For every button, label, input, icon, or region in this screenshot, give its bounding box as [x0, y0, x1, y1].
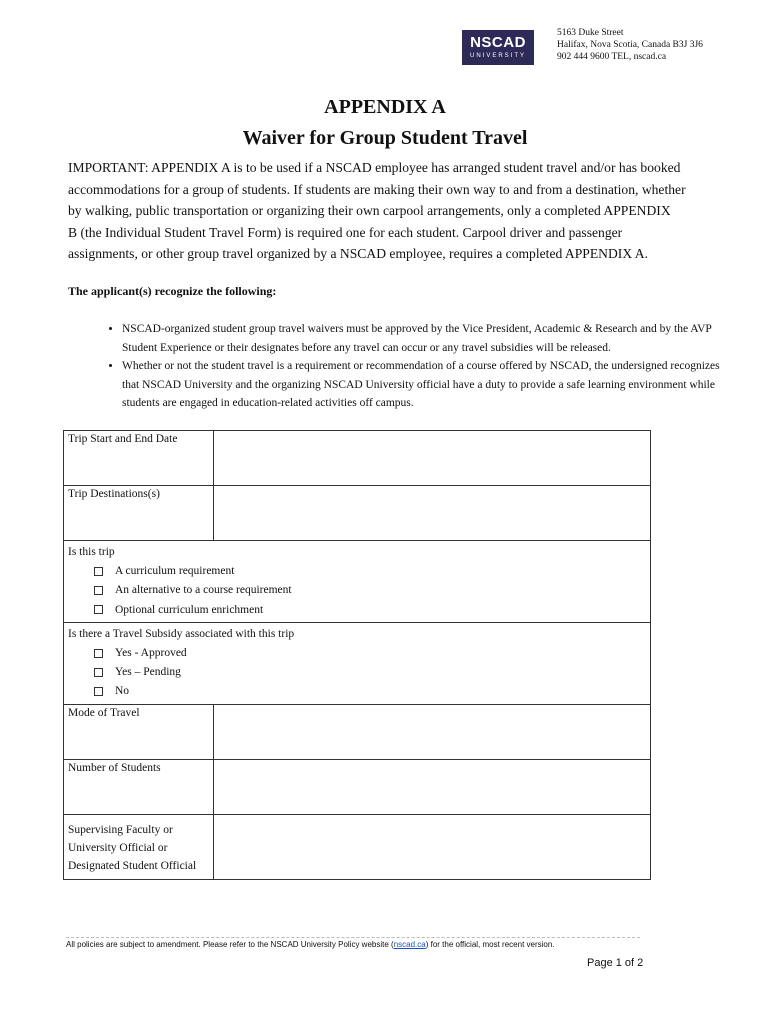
option-label: Yes - Approved — [115, 646, 187, 659]
subsidy-section — [64, 622, 651, 704]
intro-line-1: IMPORTANT: APPENDIX A is to be used if a NSCAD employee has arranged student travel and/or has booked — [68, 160, 681, 175]
address-line-2: Halifax, Nova Scotia, Canada B3J 3J6 — [557, 40, 703, 50]
checkbox-icon[interactable] — [94, 605, 103, 614]
option-label: An alternative to a course requirement — [115, 584, 292, 597]
subsidy-option-pending[interactable] — [94, 663, 646, 682]
supervising-label — [64, 814, 214, 879]
intro-line-4: B (the Individual Student Travel Form) is required one for each student. Carpool driver and passenger — [68, 224, 623, 240]
option-label: Yes – Pending — [115, 666, 181, 679]
trip-dates-field[interactable] — [214, 431, 651, 486]
subsidy-option-approved[interactable] — [94, 644, 646, 663]
trip-dates-label: Trip Start and End Date — [64, 431, 214, 486]
checkbox-icon[interactable] — [94, 567, 103, 576]
page-number: Page 1 of 2 — [587, 957, 644, 969]
mode-of-travel-label: Mode of Travel — [64, 704, 214, 759]
address-block — [557, 27, 703, 63]
number-of-students-label: Number of Students — [64, 759, 214, 814]
intro-line-3: by walking, public transportation or organizing their own carpool arrangements, only a completed APPENDIX — [68, 203, 671, 218]
nscad-logo — [462, 30, 534, 65]
waiver-title: Waiver for Group Student Travel — [242, 127, 528, 149]
checkbox-icon[interactable] — [94, 649, 103, 658]
list-item: • NSCAD-organized student group travel waivers must be approved by the Vice President, Academic & Research and by the AVP Student Experience or their designates before any travel can occur or any travel subsidies will be released. — [122, 320, 727, 357]
trip-destinations-field[interactable] — [214, 486, 651, 541]
footer-note — [66, 940, 555, 949]
checkbox-icon[interactable] — [94, 586, 103, 595]
checkbox-icon[interactable] — [94, 687, 103, 696]
travel-form-table — [63, 430, 651, 880]
logo-wordmark: NSCAD — [470, 34, 526, 51]
footer-divider — [66, 937, 640, 938]
address-line-1: 5163 Duke Street — [557, 28, 624, 38]
mode-of-travel-field[interactable] — [214, 704, 651, 759]
trip-option-alternative[interactable] — [94, 581, 646, 600]
supervising-label-line-2: University Official or — [68, 841, 168, 854]
trip-option-enrichment[interactable] — [94, 601, 646, 620]
appendix-title: APPENDIX A — [324, 96, 446, 118]
number-of-students-field[interactable] — [214, 759, 651, 814]
intro-paragraph — [68, 157, 708, 265]
list-item: • Whether or not the student travel is a requirement or recommendation of a course offered by NSCAD, the undersigned recognizes that NSCAD University and the organizing NSCAD University official have a duty to provide a safe learning environment while students are engaged in education-related activities off campus. — [122, 357, 727, 413]
trip-type-question: Is this trip — [68, 546, 115, 558]
logo-subtitle: UNIVERSITY — [469, 53, 526, 59]
option-label: Optional curriculum enrichment — [115, 603, 264, 616]
trip-destinations-label: Trip Destinations(s) — [64, 486, 214, 541]
footer-text-after: ) for the official, most recent version. — [425, 940, 555, 949]
supervising-field[interactable] — [214, 814, 651, 879]
subsidy-option-no[interactable] — [94, 682, 646, 701]
checkbox-icon[interactable] — [94, 668, 103, 677]
intro-line-5: assignments, or other group travel organized by a NSCAD employee, requires a completed APPENDIX A. — [68, 246, 649, 261]
intro-line-2: accommodations for a group of students. If students are making their own way to and from a destination, whether — [68, 181, 686, 197]
option-label: No — [115, 685, 130, 698]
recognize-heading: The applicant(s) recognize the following: — [68, 284, 277, 298]
trip-type-section — [64, 541, 651, 623]
subsidy-question: Is there a Travel Subsidy associated with this trip — [68, 627, 295, 640]
footer-text-before: All policies are subject to amendment. Please refer to the NSCAD University Policy website ( — [66, 940, 394, 949]
policy-link[interactable]: nscad.ca — [393, 940, 426, 949]
trip-option-curriculum[interactable] — [94, 562, 646, 581]
address-line-3: 902 444 9600 TEL, nscad.ca — [557, 52, 667, 62]
option-label: A curriculum requirement — [115, 565, 235, 577]
recognition-list — [100, 320, 727, 413]
supervising-label-line-1: Supervising Faculty or — [68, 823, 173, 836]
supervising-label-line-3: Designated Student Official — [68, 859, 197, 872]
